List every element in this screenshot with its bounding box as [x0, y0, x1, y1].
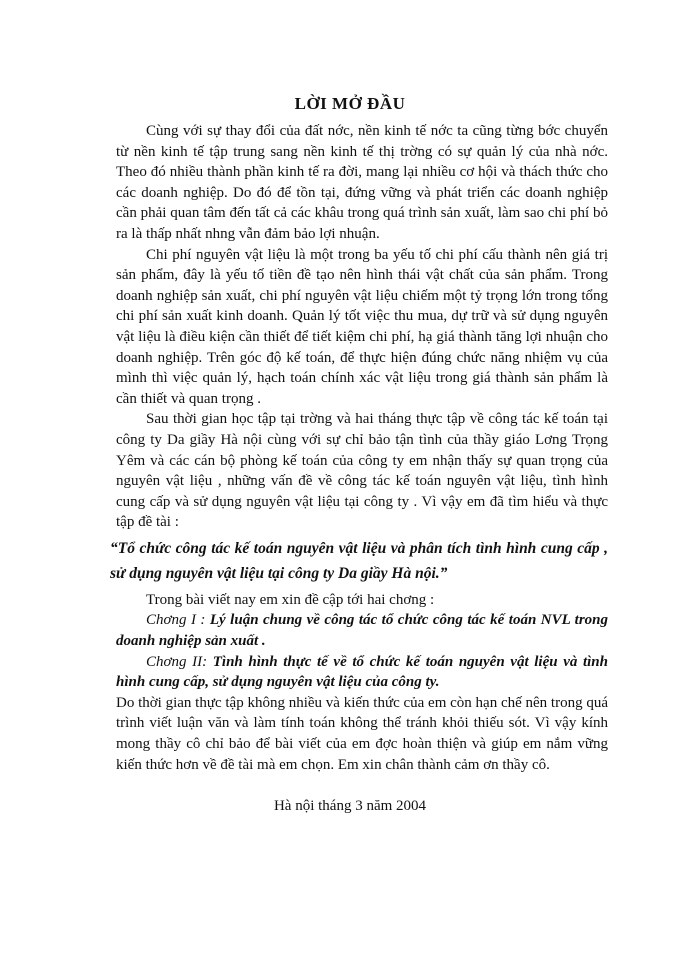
chapter-one [116, 610, 608, 651]
paragraph-closing: Do thời gian thực tập không nhiều và kiến thức của em còn hạn chế nên trong quá trình viết luận văn và làm tính toán không thể tránh khỏi thiếu sót. Vì vậy kính mong thầy cô chỉ bảo để bài viết của em đợc hoàn thiện và giúp em nắm vững kiến thức hơn về đề tài mà em chọn. Em xin chân thành cảm ơn thầy cô. [116, 694, 608, 773]
chapter-two-label: Chơng II: [146, 653, 208, 670]
paragraph-material-cost: Chi phí nguyên vật liệu là một trong ba yếu tố chi phí cấu thành nên giá trị sản phẩm, đây là yếu tố tiền đề tạo nên hình thái vật chất của sản phẩm. Trong doanh nghiệp sản xuất, chi phí nguyên vật liệu chiếm một tỷ trọng lớn trong tổng chi phí sản xuất kinh doanh. Quản lý tốt việc thu mua, dự trữ và sử dụng nguyên vật liệu là điều kiện cần thiết để tiết kiệm chi phí, hạ giá thành tăng lợi nhuận cho doanh nghiệp. Trên góc độ kế toán, để thực hiện đúng chức năng nhiệm vụ của mình thì việc quản lý, hạch toán chính xác vật liệu trong giá thành sản phẩm là cần thiết và quan trọng . [116, 246, 608, 407]
chapter-one-label: Chơng I : [146, 612, 206, 629]
paragraph-chapters-intro: Trong bài viết nay em xin đề cập tới hai chơng : [146, 591, 435, 608]
page-title: LỜI MỞ ĐẦU [294, 94, 406, 113]
date-line: Hà nội tháng 3 năm 2004 [273, 798, 427, 814]
chapter-two-text: Tình hình thực tế về tổ chức kế toán nguyên vật liệu và tình hình cung cấp, sử dụng nguyên vật liệu của công ty. [116, 653, 608, 691]
body-text [110, 121, 608, 775]
paragraph-intro: Cùng với sự thay đổi của đất nớc, nền kinh tế nớc ta cũng từng bớc chuyển từ nền kinh tế tập trung sang nền kinh tế thị trờng có sự quản lý của nhà nớc. Theo đó nhiều thành phần kinh tế ra đời, mang lại nhiều cơ hội và thách thức cho các doanh nghiệp. Do đó để tồn tại, đứng vững và phát triển các doanh nghiệp cần phải quan tâm đến tất cả các khâu trong quá trình sản xuất, làm sao chi phí bỏ ra là thấp nhất nhng vẫn đảm bảo lợi nhuận. [116, 123, 608, 242]
thesis-topic: “Tổ chức công tác kế toán nguyên vật liệu và phân tích tình hình cung cấp , sử dụng nguyên vật liệu tại công ty Da giầy Hà nội.” [110, 539, 608, 582]
paragraph-internship: Sau thời gian học tập tại trờng và hai tháng thực tập về công tác kế toán tại công ty Da giầy Hà nội cùng với sự chỉ bảo tận tình của thầy giáo Lơng Trọng Yêm và các cán bộ phòng kế toán của công ty em nhận thấy sự quan trọng của nguyên vật liệu , những vấn đề về công tác kế toán nguyên vật liệu, tình hình cung cấp và sử dụng nguyên vật liệu tại công ty . Vì vậy em đã tìm hiểu và thực tập đề tài : [116, 411, 608, 531]
chapter-one-text: Lý luận chung về công tác tổ chức công tác kế toán NVL trong doanh nghiệp sản xuất . [116, 612, 608, 650]
chapter-two [116, 652, 608, 693]
